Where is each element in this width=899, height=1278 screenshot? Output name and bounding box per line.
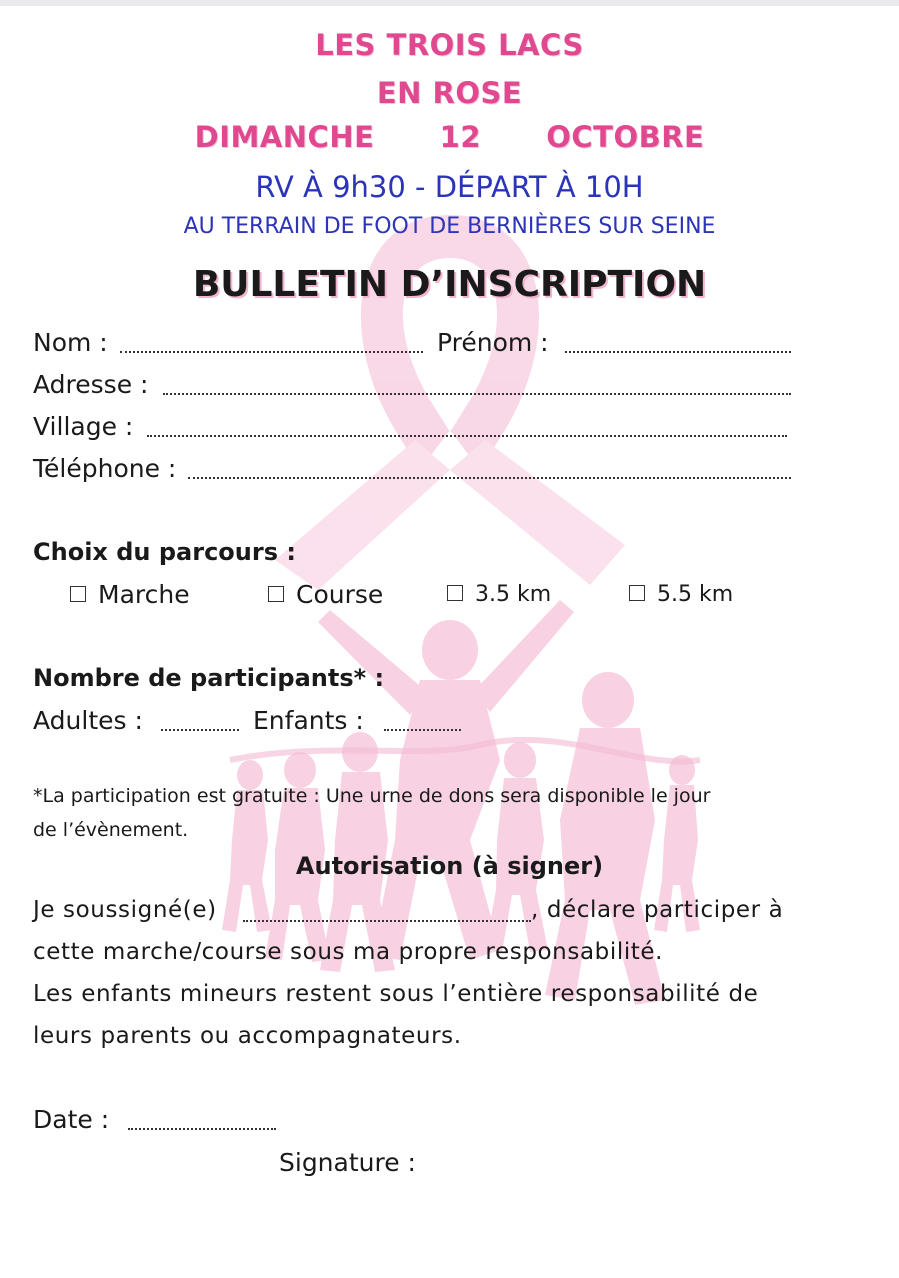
date-label: Date : (33, 1105, 110, 1134)
adresse-label: Adresse : (33, 370, 149, 399)
autorisation-line3: Les enfants mineurs restent sous l’entière responsabilité de (33, 981, 759, 1007)
parcours-heading: Choix du parcours : (33, 538, 296, 566)
event-name-line2: EN ROSE (376, 76, 523, 110)
soussigne-field[interactable] (243, 920, 531, 922)
nom-label: Nom : (33, 328, 108, 357)
event-date (0, 120, 899, 154)
checkbox-icon[interactable] (629, 585, 645, 601)
autorisation-line2: cette marche/course sous ma propre responsabilité. (33, 939, 664, 965)
village-label: Village : (33, 412, 134, 441)
checkbox-icon[interactable] (268, 586, 284, 602)
enfants-field[interactable] (384, 729, 461, 731)
option-3-5-km[interactable]: 3.5 km (447, 582, 551, 607)
event-date-number: 12 (439, 120, 482, 154)
autorisation-line1-start: Je soussigné(e) (33, 897, 217, 923)
prenom-field[interactable] (565, 351, 791, 353)
autorisation-line1-end: , déclare participer à (531, 897, 784, 923)
autorisation-line4: leurs parents ou accompagnateurs. (33, 1023, 462, 1049)
nom-field[interactable] (120, 351, 423, 353)
option-course[interactable]: Course (268, 580, 383, 609)
prenom-label: Prénom : (437, 328, 549, 357)
signature-label: Signature : (279, 1148, 416, 1177)
adresse-field[interactable] (163, 393, 791, 395)
event-name-line1: LES TROIS LACS (315, 28, 584, 62)
adultes-label: Adultes : (33, 706, 143, 735)
event-date-day: DIMANCHE (194, 120, 375, 154)
participation-note-line1: *La participation est gratuite : Une urne de dons sera disponible le jour (33, 785, 711, 807)
option-5-5-km[interactable]: 5.5 km (629, 582, 733, 607)
telephone-field[interactable] (188, 477, 791, 479)
village-field[interactable] (147, 435, 787, 437)
telephone-label: Téléphone : (33, 454, 177, 483)
enfants-label: Enfants : (253, 706, 364, 735)
participants-heading: Nombre de participants* : (33, 664, 385, 692)
date-field[interactable] (128, 1128, 276, 1130)
participation-note-line2: de l’évènement. (33, 819, 189, 841)
autorisation-heading: Autorisation (à signer) (295, 852, 604, 880)
option-marche[interactable]: Marche (70, 580, 190, 609)
event-date-month: OCTOBRE (546, 120, 705, 154)
signature-area[interactable] (420, 1140, 780, 1200)
form-title: BULLETIN D’INSCRIPTION (192, 264, 707, 305)
event-time: RV À 9h30 - DÉPART À 10H (255, 170, 644, 204)
checkbox-icon[interactable] (70, 586, 86, 602)
checkbox-icon[interactable] (447, 585, 463, 601)
adultes-field[interactable] (161, 729, 239, 731)
event-place: AU TERRAIN DE FOOT DE BERNIÈRES SUR SEINE (183, 214, 716, 239)
